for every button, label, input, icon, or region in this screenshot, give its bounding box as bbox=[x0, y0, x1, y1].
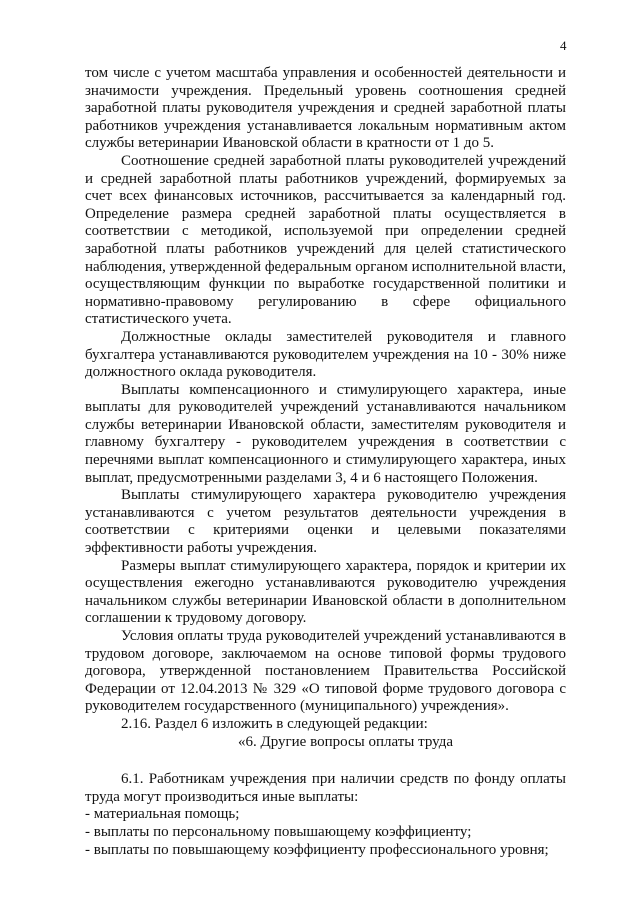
paragraph-salary-ratio: Соотношение средней заработной платы руководителей учреждений и средней заработной платы работников учреждений, формируемых за счет всех финансовых источников, рассчитывается за календарный год. Определение размера средней заработной платы осуществляется в соответствии с методикой, используемой при определении средней заработной платы работников учреждений для целей статистического наблюдения, утвержденной федеральным органом исполнительной власти, осуществляющим функции по выработке государственной политики и нормативно-правовому регулированию в сфере официального статистического учета. bbox=[85, 152, 566, 328]
paragraph-labor-contract: Условия оплаты труда руководителей учреждений устанавливаются в трудовом договоре, заключаемом на основе типовой формы трудового договора, утвержденной постановлением Правительства Российской Федерации от 12.04.2013 № 329 «О типовой форме трудового договора с руководителем государственного (муниципального) учреждения». bbox=[85, 628, 566, 715]
list-item: - выплаты по персональному повышающему коэффициенту; bbox=[85, 823, 472, 840]
paragraph-incentive-payments: Выплаты стимулирующего характера руководителю учреждения устанавливаются с учетом результатов деятельности учреждения в соответствии с критериями оценки и целевыми показателями эффективности работы учреждения. bbox=[85, 487, 566, 557]
paragraph-continuation: том числе с учетом масштаба управления и особенностей деятельности и значимости учреждения. Предельный уровень соотношения средней заработной платы руководителя учреждения и средней заработной платы работников учреждения устанавливается локальным нормативным актом службы ветеринарии Ивановской области в кратности от 1 до 5. bbox=[85, 65, 566, 152]
paragraph-deputy-salaries: Должностные оклады заместителей руководителя и главного бухгалтера устанавливаются руководителем учреждения на 10 - 30% ниже должностного оклада руководителя. bbox=[85, 328, 566, 381]
spacer bbox=[85, 751, 566, 771]
paragraph-section-amendment: 2.16. Раздел 6 изложить в следующей редакции: bbox=[121, 715, 428, 732]
list-item: - материальная помощь; bbox=[85, 806, 240, 823]
page-number: 4 bbox=[560, 38, 567, 53]
section-heading: «6. Другие вопросы оплаты труда bbox=[237, 733, 454, 750]
paragraph-incentive-amounts: Размеры выплат стимулирующего характера, порядок и критерии их осуществления ежегодно устанавливаются руководителю учреждения начальником службы ветеринарии Ивановской области в дополнительном соглашении к трудовому договору. bbox=[85, 557, 566, 627]
paragraph-other-payments: 6.1. Работникам учреждения при наличии средств по фонду оплаты труда могут производиться иные выплаты: bbox=[85, 771, 566, 805]
document-body bbox=[85, 65, 566, 859]
paragraph-compensation-payments: Выплаты компенсационного и стимулирующего характера, иные выплаты для руководителей учреждений устанавливаются начальником службы ветеринарии Ивановской области, заместителям руководителя и главному бухгалтеру - руководителем учреждения в соответствии с перечнями выплат компенсационного и стимулирующего характера, иных выплат, предусмотренными разделами 3, 4 и 6 настоящего Положения. bbox=[85, 381, 566, 486]
list-item: - выплаты по повышающему коэффициенту профессионального уровня; bbox=[85, 841, 549, 858]
